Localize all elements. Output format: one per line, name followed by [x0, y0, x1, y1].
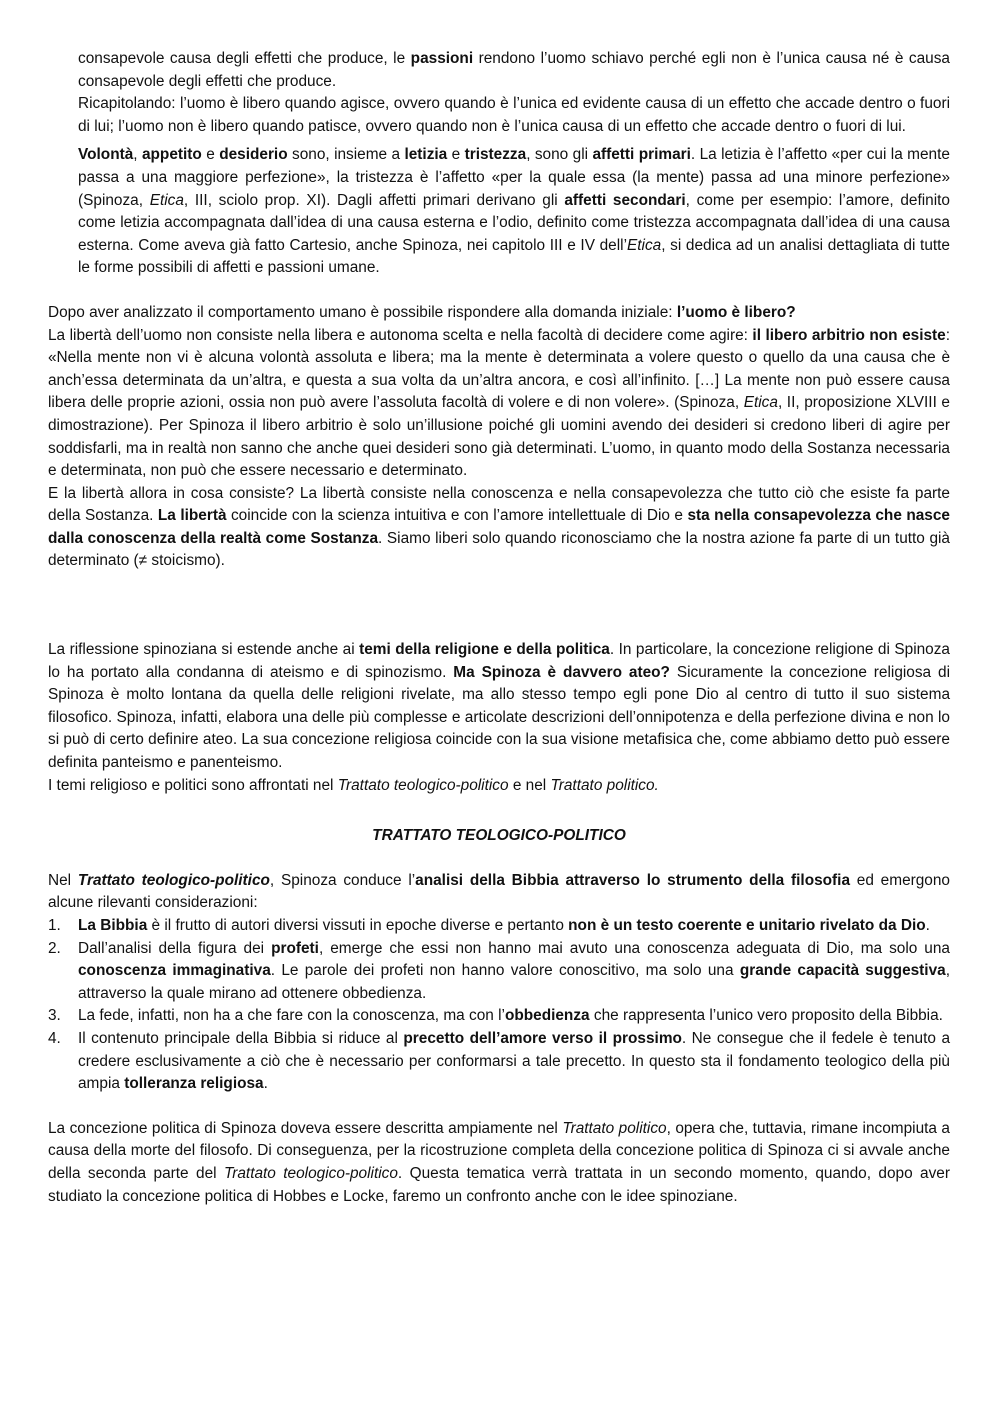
list-item — [48, 915, 950, 938]
bold-term: sta nella consapevolezza che nasce dalla conoscenza della realtà come Sostanza — [48, 507, 950, 547]
text-span: . La letizia è l’affetto «per cui la mente passa a una maggiore perfezione», la tristezza è l’affetto «per la quale essa (la mente) passa ad una minore perfezione» (Spinoza, — [78, 146, 950, 209]
paragraph-politica — [48, 1118, 950, 1208]
text-span: , III, sciolo prop. XI). Dagli affetti primari derivano gli — [183, 191, 565, 209]
text-span: rendono l’uomo schiavo perché egli non è l’unica causa né è causa consapevole degli effetti che produce. — [78, 50, 950, 90]
text-span: Nel — [48, 871, 78, 889]
text-span: . — [263, 1075, 268, 1093]
text-span: , Spinoza conduce l’ — [269, 871, 416, 889]
text-span: , sono gli — [526, 146, 593, 164]
text-span: Dopo aver analizzato il comportamento umano è possibile rispondere alla domanda iniziale: — [48, 303, 677, 321]
text-span: Il contenuto principale della Bibbia si riduce al — [78, 1029, 404, 1047]
paragraph-temi — [48, 775, 950, 798]
bold-term: Volontà — [78, 146, 134, 164]
bold-term: La libertà — [157, 507, 227, 525]
text-span: La fede, infatti, non ha a che fare con la conoscenza, ma con l’ — [78, 1007, 505, 1025]
text-span: E la libertà allora in cosa consiste? La libertà consiste nella conoscenza e nella consapevolezza che tutto ciò che esiste fa parte della Sostanza. — [48, 484, 950, 525]
text-span: , — [133, 146, 142, 164]
bold-term: letizia — [404, 146, 448, 164]
text-span: . Le parole dei profeti non hanno valore conoscitivo, ma solo una — [270, 962, 740, 980]
bold-term: precetto dell’amore verso il prossimo — [403, 1029, 682, 1047]
text-span: consapevole causa degli effetti che produce, le — [78, 50, 411, 67]
bold-term: obbedienza — [504, 1007, 590, 1025]
bold-term: appetito — [141, 146, 202, 164]
italic-title: Trattato teologico-politico — [337, 776, 509, 794]
bold-term: affetti primari — [592, 146, 691, 164]
text-span: La riflessione spinoziana si estende anche ai — [48, 641, 360, 659]
paragraph-trattato-intro — [48, 870, 950, 915]
text-span: Dall’analisi della figura dei — [78, 939, 272, 957]
text-span: I temi religioso e politici sono affrontati nel — [48, 776, 338, 794]
text-span: Sicuramente la concezione religiosa di Spinoza è molto lontana da quella delle religioni rivelate, ma allo stesso tempo egli pone Dio al centro di tutto il suo sistema filosofico. Spinoza, infatti, elabora una delle più complesse e articolate descrizioni dell’onnipotenza e della perfezione divina e non lo si può di certo definire ateo. La sua concezione religiosa coincide con la sua visione metafisica che, come abbiamo detto può essere definita panteismo e panenteismo. — [48, 663, 950, 772]
bold-term: temi della religione e della politica — [359, 641, 610, 659]
italic-title: Etica — [627, 236, 662, 254]
paragraph-affetti — [48, 144, 950, 280]
text-span: che rappresenta l’unico vero proposito della Bibbia. — [589, 1007, 943, 1025]
list-number: 2. — [48, 939, 61, 957]
bold-term: analisi della Bibbia attraverso lo strumento della filosofia — [415, 871, 851, 889]
bold-term: tristezza — [464, 146, 527, 164]
paragraph-passioni — [48, 48, 950, 93]
paragraph-domanda — [48, 302, 950, 325]
numbered-list — [48, 915, 950, 1096]
italic-title: Trattato teologico-politico — [223, 1164, 398, 1182]
text-span: La libertà dell’uomo non consiste nella libera e autonoma scelta e nella facoltà di decidere come agire: — [48, 326, 753, 344]
bold-term: profeti — [271, 939, 319, 957]
bold-term: tolleranza religiosa — [124, 1075, 264, 1093]
bold-term: desiderio — [219, 146, 288, 164]
italic-title: Trattato politico — [562, 1119, 667, 1137]
bold-term: La Bibbia — [78, 917, 148, 934]
bold-term: affetti secondari — [564, 191, 686, 209]
text-span: . In particolare, la concezione religione di Spinoza lo ha portato alla condanna di ateismo e di spinozismo. — [48, 641, 950, 681]
text-span: , opera che, tuttavia, rimane incompiuta a causa della morte del filosofo. Di conseguenza, per la ricostruzione completa della concezione politica di Spinoza ci si avvale anche della seconda parte del — [48, 1119, 950, 1182]
text-span: , emerge che essi non hanno mai avuto una conoscenza adeguata di Dio, ma solo una — [318, 939, 950, 957]
text-span: : «Nella mente non vi è alcuna volontà assoluta e libera; ma la mente è determinata a volere questo o quello da una causa che è anch’essa determinata da un’altra, e questa a sua volta da un’altra ancora, e così all’infinito. […] La mente non può essere causa libera delle proprie azioni, ossia non può avere l’assoluta facoltà di volere e di non volere». (Spinoza, — [48, 326, 950, 412]
bold-term: non è un testo coerente e unitario rivelato da Dio — [568, 917, 926, 934]
text-span: e — [447, 146, 465, 164]
list-number: 4. — [48, 1029, 61, 1047]
paragraph-libero-arbitrio — [48, 325, 950, 483]
bold-term: passioni — [410, 50, 474, 67]
list-number: 3. — [48, 1007, 61, 1025]
paragraph-ricapitolando: Ricapitolando: l’uomo è libero quando agisce, ovvero quando è l’unica ed evidente causa di un effetto che accade dentro o fuori di lui; l’uomo non è libero quando patisce, ovvero quando non è l’unica causa di un effetto che accade dentro o fuori di lui. — [78, 95, 950, 135]
list-number: 1. — [48, 917, 61, 934]
text-span: . Ne consegue che il fedele è tenuto a credere esclusivamente a ciò che è necessario per conformarsi a tale precetto. In questo sta il fondamento teologico della più ampia — [78, 1029, 950, 1093]
bold-term: grande capacità suggestiva — [739, 962, 946, 980]
text-span: , attraverso la quale mirano ad ottenere obbedienza. — [78, 962, 950, 1002]
list-item — [48, 1028, 950, 1096]
text-span: . — [925, 917, 930, 934]
paragraph-liberta — [48, 483, 950, 573]
text-span: e nel — [508, 776, 551, 794]
italic-title: Trattato politico. — [550, 776, 659, 794]
text-span: , si dedica ad un analisi dettagliata di tutte le forme possibili di affetti e passioni umane. — [78, 236, 950, 277]
section-title: TRATTATO TEOLOGICO-POLITICO — [372, 827, 626, 845]
italic-title: Etica — [149, 191, 184, 209]
text-span: ed emergono alcune rilevanti considerazioni: — [48, 871, 950, 912]
text-span: , II, proposizione XLVIII e dimostrazione). Per Spinoza il libero arbitrio è solo un’illusione poiché gli uomini avendo dei desideri si credono liberi di agire per soddisfarli, ma in realtà non sanno che anche quei desideri sono già determinati. L’uomo, in quanto modo della Sostanza necessaria e determinata, non può che essere necessario e determinato. — [48, 394, 950, 480]
text-span: sono, insieme a — [287, 146, 405, 164]
list-item — [48, 938, 950, 1006]
text-span: . Siamo liberi solo quando riconosciamo che la nostra azione fa parte di un tutto già determinato (≠ stoicismo). — [48, 529, 950, 570]
paragraph-religione — [48, 639, 950, 775]
text-span: coincide con la scienza intuitiva e con l’amore intellettuale di Dio e — [226, 507, 688, 525]
bold-term: l’uomo è libero? — [676, 303, 796, 321]
text-span: . Questa tematica verrà trattata in un secondo momento, quando, dopo aver studiato la concezione politica di Hobbes e Locke, faremo un confronto anche con le idee spinoziane. — [48, 1164, 950, 1205]
bold-term: il libero arbitrio non esiste — [752, 326, 946, 344]
list-item — [48, 1005, 950, 1028]
text-span: e — [201, 146, 220, 164]
italic-title: Etica — [743, 394, 778, 412]
bold-term: conoscenza immaginativa — [78, 962, 271, 980]
text-span: , come per esempio: l’amore, definito come letizia accompagnata dall’idea di una causa esterna e l’odio, definito come tristezza accompagnata dall’idea di una causa esterna. Come aveva già fatto Cartesio, anche Spinoza, nei capitolo III e IV dell’ — [78, 191, 950, 254]
italic-title: Trattato teologico-politico — [77, 871, 270, 889]
bold-term: Ma Spinoza è davvero ateo? — [453, 663, 670, 681]
text-span: è il frutto di autori diversi vissuti in epoche diverse e pertanto — [147, 917, 569, 934]
text-span: La concezione politica di Spinoza doveva essere descritta ampiamente nel — [48, 1119, 563, 1137]
